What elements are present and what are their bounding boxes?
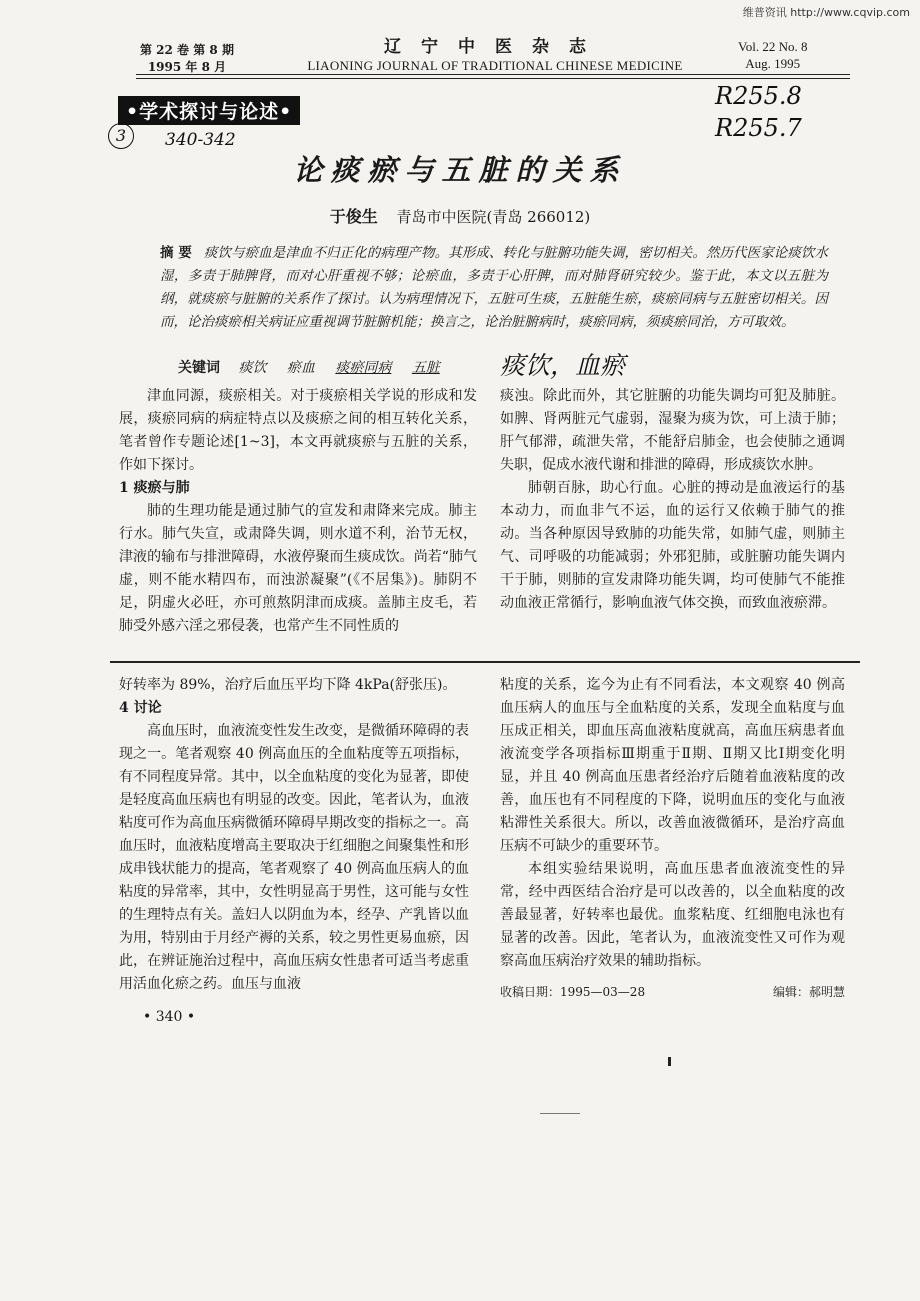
journal-title: [290, 36, 700, 74]
author-name: 于俊生: [329, 207, 378, 226]
journal-title-en: LIAONING JOURNAL OF TRADITIONAL CHINESE MEDICINE: [307, 58, 683, 73]
section-heading: 4 讨论: [119, 700, 162, 716]
paragraph: 痰浊。除此而外，其它脏腑的功能失调均可犯及肺脏。如脾、肾两脏元气虚弱，湿聚为痰为饮，可上渍于肺；肝气郁滞，疏泄失常，不能舒启肺金，也会使肺之通调失职，促成水液代谢和排泄的障碍，形成痰饮水肿。: [500, 388, 845, 473]
lower-left-column: [119, 674, 469, 1029]
author-line: [250, 204, 670, 227]
paragraph: 本组实验结果说明，高血压患者血液流变性的异常，经中西医结合治疗是可以改善的，以全血粘度的改善最显著，好转率也最优。血浆粘度、红细胞电泳也有显著的改善。因此，笔者认为，血液流变性又可作为观察高血压病治疗效果的辅助指标。: [500, 861, 845, 969]
page-number: • 340 •: [143, 1009, 196, 1025]
abstract-label: 摘 要: [160, 245, 192, 261]
body-right-column: [500, 385, 845, 615]
handwritten-keywords: 痰饮，血瘀: [500, 351, 626, 380]
keywords: [178, 357, 456, 377]
keyword: 痰瘀同病: [335, 360, 392, 376]
paragraph: 好转率为 89%，治疗后血压平均下降 4kPa(舒张压)。: [119, 677, 457, 693]
vol-issue-cn: 第 22 卷 第 8 期: [140, 43, 234, 57]
page-divider: [110, 661, 860, 663]
scan-mark: [668, 1057, 671, 1066]
paragraph: 肺的生理功能是通过肺气的宣发和肃降来完成。肺主行水。肺气失宣，或肃降失调，则水道不利，治节无权，津液的输布与排泄障碍，水液停聚而生痰成饮。尚若“肺气虚，则不能水精四布，而浊淤凝聚”(《不居集》)。肺阴不足，阴虚火必旺，亦可煎熬阴津而成痰。盖肺主皮毛，若肺受外感六淫之邪侵袭，也常产生不同性质的: [119, 503, 477, 634]
keyword: 五脏: [411, 360, 440, 376]
section-heading: 1 痰瘀与肺: [119, 480, 190, 496]
lower-right-column: [500, 674, 845, 1004]
section-tag: •学术探讨与论述•: [118, 96, 300, 125]
date-cn: 1995 年 8 月: [147, 60, 227, 74]
handwritten-class-1: R255.8: [715, 82, 802, 110]
handwritten-circle-number: 3: [108, 123, 134, 149]
keyword: 瘀血: [286, 360, 315, 376]
paragraph: 高血压时，血液流变性发生改变，是微循环障碍的表现之一。笔者观察 40 例高血压的全血粘度等五项指标，有不同程度异常。其中，以全血粘度的变化为显著，即使是轻度高血压病也有明显的改变。因此，笔者认为，血液粘度可作为高血压病微循环障碍早期改变的指标之一。高血压时，血液粘度增高主要取决于红细胞之间聚集性和形成串钱状能力的提高，笔者观察了 40 例高血压病人的血粘度的异常率，其中，女性明显高于男性，这可能与女性的生理特点有关。盖妇人以阴血为本，经孕、产乳皆以血为用，特别由于月经产褥的关系，较之男性更易血瘀，因此，在辨证施治过程中，高血压病女性患者可适当考虑重用活血化瘀之药。血压与血液: [119, 723, 469, 992]
watermark-text: 维普资讯 http://www.cqvip.com: [742, 6, 910, 19]
keywords-label: 关键词: [178, 360, 220, 376]
abstract-text: 痰饮与瘀血是津血不归正化的病理产物。其形成、转化与脏腑功能失调，密切相关。然历代医家论痰饮水湿，多责于肺脾肾，而对心肝重视不够；论瘀血，多责于心肝脾，而对肺肾研究较少。鉴于此，本文以五脏为纲，就痰瘀与脏腑的关系作了探讨。认为病理情况下，五脏可生痰，五脏能生瘀，痰瘀同病与五脏密切相关。因而，论治痰瘀相关病证应重视调节脏腑机能；换言之，论治脏腑病时，痰瘀同病，须痰瘀同治，方可取效。: [160, 245, 828, 330]
article-meta: [500, 981, 845, 1004]
paragraph: 粘度的关系，迄今为止有不同看法，本文观察 40 例高血压病人的血压与全血粘度的关系，发现全血粘度与血压成正相关，即血压高血液粘度就高，高血压病患者血液流变学各项指标Ⅲ期重于Ⅱ期、Ⅱ期又比Ⅰ期变化明显，并且 40 例高血压患者经治疗后随着血液粘度的改善，血压也有不同程度的下降，说明血压的变化与血液粘滞性关系很大。所以，改善血液微循环，是治疗高血压病不可缺少的重要环节。: [500, 677, 845, 854]
handwritten-class-2: R255.7: [715, 114, 802, 142]
journal-title-cn: 辽宁中医杂志: [384, 37, 606, 57]
keyword: 痰饮: [238, 360, 267, 376]
scan-dash: [540, 1113, 580, 1114]
paragraph: 肺朝百脉，助心行血。心脏的搏动是血液运行的基本动力，而血非气不运，血的运行又依赖于肺气的推动。当各种原因导致肺的功能失常，如肺气虚，则肺主气、司呼吸的功能减弱；外邪犯肺，或脏腑功能失调内干于肺，则肺的宣发肃降功能失调，均可使肺气不能推动血液正常循行，影响血液气体交换，而致血液瘀滞。: [500, 480, 845, 611]
editor-name: 编辑：郝明慧: [772, 985, 845, 999]
body-left-column: [119, 385, 477, 638]
vol-no-en: Vol. 22 No. 8: [738, 39, 808, 54]
header-rule-thin: [136, 78, 850, 79]
issue-info-en: [738, 38, 807, 72]
header-rule: [136, 74, 850, 75]
issue-info-cn: [140, 42, 234, 76]
author-affiliation: 青岛市中医院(青岛 266012): [396, 208, 591, 226]
article-title: 论痰瘀与五脏的关系: [293, 153, 627, 187]
handwritten-pages: 340-342: [165, 130, 236, 150]
paragraph: 津血同源，痰瘀相关。对于痰瘀相关学说的形成和发展，痰瘀同病的病症特点以及痰瘀之间的相互转化关系，笔者曾作专题论述[1~3]，本文再就痰瘀与五脏的关系，作如下探讨。: [119, 388, 477, 473]
date-en: Aug. 1995: [745, 56, 801, 71]
received-date: 收稿日期：1995—03—28: [500, 985, 646, 999]
abstract: [160, 242, 828, 334]
